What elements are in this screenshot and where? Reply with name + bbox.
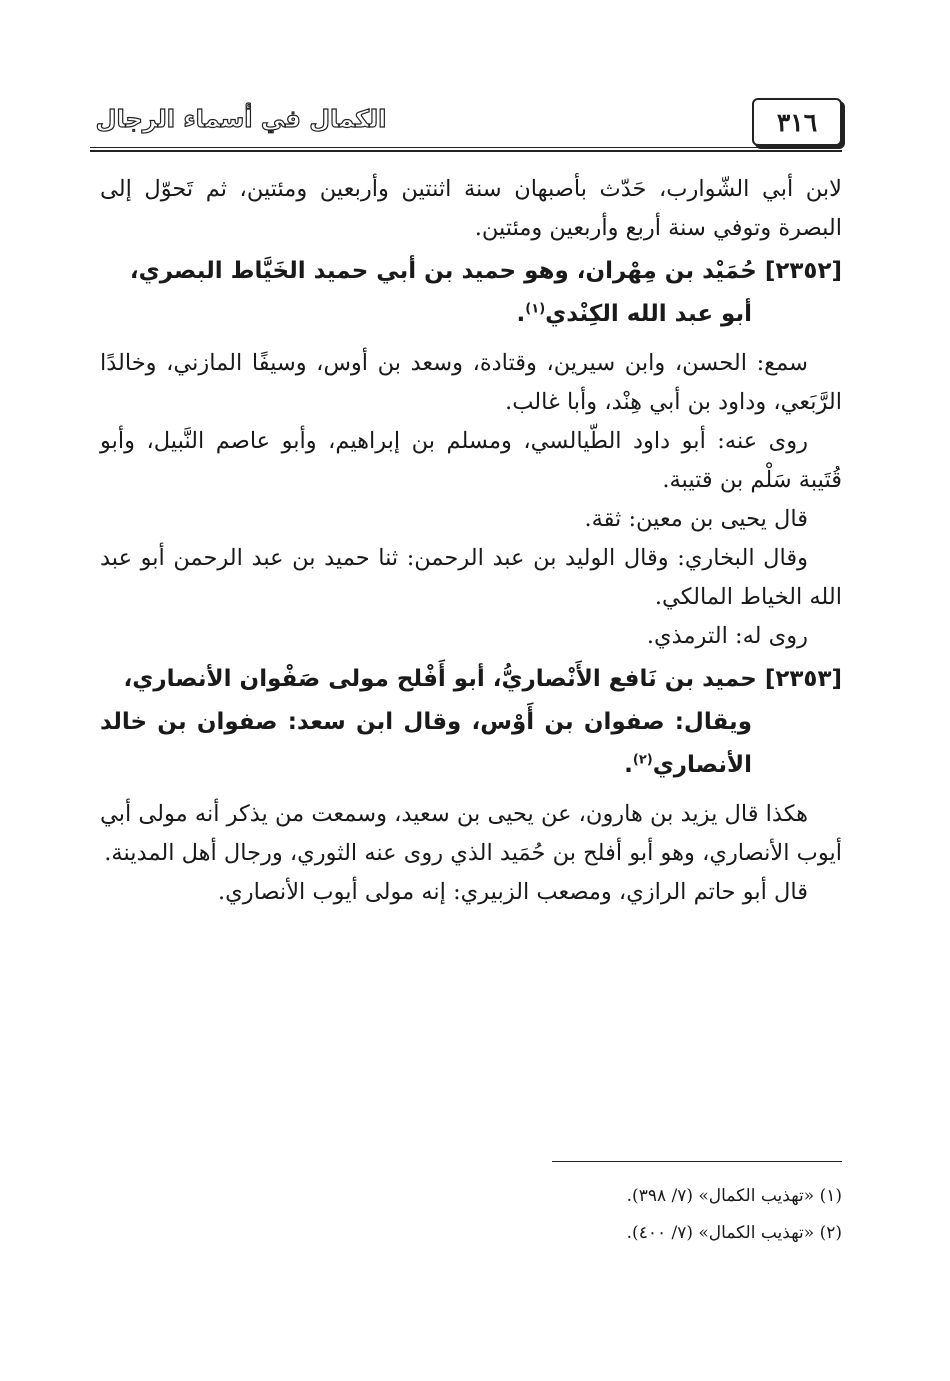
continuation-paragraph: لابن أبي الشّوارب، حَدّث بأصبهان سنة اثنتين وأربعين ومئتين، ثم تَحوّل إلى البصرة وتوفي سنة أربع وأربعين ومئتين. [100, 176, 842, 241]
entry-heading-2352 [100, 250, 842, 336]
entry-heading-line2: أبو عبد الله الكِنْدي [545, 301, 752, 327]
footnote-2: (٢) «تهذيب الكمال» (٧/ ٤٠٠). [626, 1223, 842, 1243]
footnote-ref: (٢) [632, 752, 653, 768]
page-number: ٣١٦ [752, 98, 842, 146]
entry-number: [٢٣٥٣] [764, 666, 842, 692]
footnote-separator [552, 1161, 842, 1162]
header-rule [90, 150, 842, 152]
entry-paragraph: وقال البخاري: وقال الوليد بن عبد الرحمن: ثنا حميد بن عبد الرحمن أبو عبد الله الخياط المالكي. [100, 545, 842, 610]
footnotes [100, 1178, 842, 1252]
entry-paragraph: روى عنه: أبو داود الطّيالسي، ومسلم بن إبراهيم، وأبو عاصم النَّبيل، وأبو قُتَيبة سَلْم بن قتيبة. [100, 428, 842, 493]
entry-paragraph: هكذا قال يزيد بن هارون، عن يحيى بن سعيد، وسمعت من يذكر أنه مولى أبي أيوب الأنصاري، وهو أبو أفلح بن حُمَيد الذي روى عنه الثوري، ورجال أهل المدينة. [100, 801, 842, 866]
heading-end: . [516, 301, 526, 327]
entry-paragraph: سمع: الحسن، وابن سيرين، وقتادة، وسعد بن أوس، وسيفًا المازني، وخالدًا الرَّبَعي، وداود بن أبي هِنْد، وأبا غالب. [100, 350, 842, 415]
footnote-ref: (١) [525, 301, 546, 317]
entry-heading-line1: حميد بن نَافع الأَنْصاريُّ، أبو أَفْلح مولى صَفْوان الأنصاري، [123, 666, 757, 692]
header-rule-thin [90, 147, 842, 148]
entry-heading-line2-wrap [100, 701, 842, 787]
running-title: الكمال في أسماء الرجال [95, 105, 387, 133]
entry-heading-line2: ويقال: صفوان بن أَوْس، وقال ابن سعد: صفوان بن خالد الأنصاري [100, 709, 752, 778]
entry-paragraph: قال يحيى بن معين: ثقة. [584, 506, 808, 532]
page-header [90, 92, 842, 152]
main-text [100, 170, 842, 912]
entry-paragraph: قال أبو حاتم الرازي، ومصعب الزبيري: إنه مولى أيوب الأنصاري. [217, 879, 808, 905]
entry-number: [٢٣٥٢] [764, 258, 842, 284]
footnote-1: (١) «تهذيب الكمال» (٧/ ٣٩٨). [626, 1186, 842, 1206]
entry-heading-line2-wrap [100, 293, 842, 336]
entry-heading-line1: حُمَيْد بن مِهْران، وهو حميد بن أبي حميد الخَيَّاط البصري، [129, 258, 757, 284]
heading-end: . [624, 752, 633, 778]
entry-paragraph: روى له: الترمذي. [646, 623, 808, 649]
entry-heading-2353 [100, 658, 842, 787]
